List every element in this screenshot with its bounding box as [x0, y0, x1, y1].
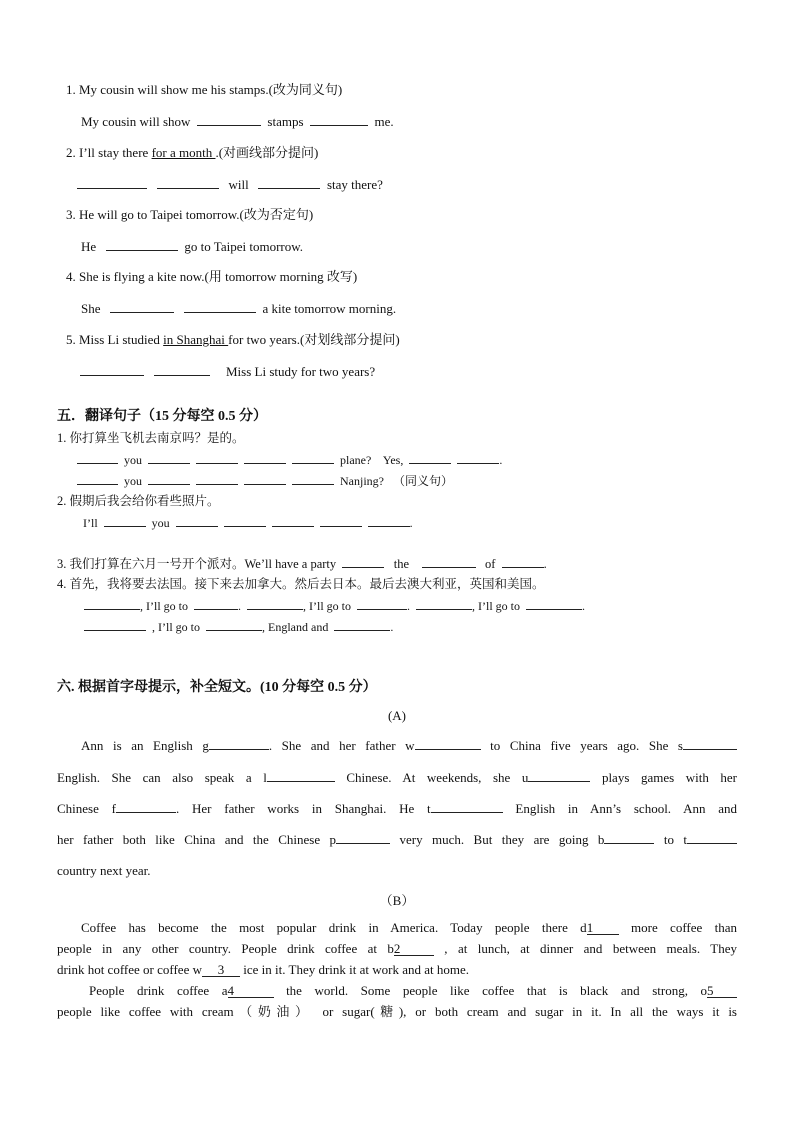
- passage-text: . Her father works in Shanghai. He t: [175, 801, 431, 816]
- answer-blank[interactable]: [267, 769, 335, 782]
- passage-b-line-4: [57, 982, 737, 999]
- passage-b-line-3: [57, 961, 469, 978]
- answer-blank[interactable]: [84, 597, 140, 610]
- word-you: you: [124, 474, 142, 488]
- word-the: the: [393, 557, 410, 571]
- numbered-blank[interactable]: 5: [707, 984, 737, 998]
- passage-b-label: （B）: [379, 893, 415, 908]
- passage-text: very much. But they are going b: [399, 832, 605, 847]
- q3-answer: [81, 238, 303, 255]
- answer-blank[interactable]: [247, 597, 303, 610]
- answer-blank[interactable]: [310, 113, 368, 126]
- answer-blank[interactable]: [244, 451, 286, 464]
- q5-answer-end: Miss Li study for two years?: [226, 364, 376, 379]
- answer-blank[interactable]: [84, 618, 146, 631]
- q5-note: (对划线部分提问): [300, 332, 400, 347]
- q4-answer-end: a kite tomorrow morning.: [262, 301, 397, 316]
- answer-blank[interactable]: [196, 472, 238, 485]
- q5-answer: [80, 363, 375, 380]
- passage-text: Coffee has become the most popular drink in America. Today people there d: [81, 920, 587, 935]
- q1-note: (改为同义句): [268, 82, 343, 97]
- answer-blank[interactable]: [194, 597, 238, 610]
- passage-a-label: (A): [387, 708, 407, 723]
- s1-chinese: 1. 你打算坐飞机去南京吗？是的。: [57, 431, 245, 445]
- answer-blank[interactable]: [77, 451, 118, 464]
- answer-blank[interactable]: [431, 800, 503, 813]
- q5-line: [66, 331, 400, 348]
- answer-blank[interactable]: [368, 514, 410, 527]
- passage-a-line-4: [57, 831, 737, 848]
- s4-answer-2: , I’ll go to , England and .: [84, 618, 393, 636]
- section-6-title: 六. 根据首字母提示，补全短文。(10 分每空 0.5 分）: [57, 680, 377, 695]
- numbered-blank[interactable]: 1: [587, 921, 619, 935]
- answer-blank[interactable]: [502, 555, 544, 568]
- phrase-ill-go-to: , I’ll go to: [472, 599, 520, 613]
- passage-text: more coffee than: [618, 920, 737, 935]
- q4-answer-prefix: She: [81, 301, 101, 316]
- q1-answer-mid: stamps: [267, 114, 304, 129]
- answer-blank[interactable]: [422, 555, 476, 568]
- q2-line: [66, 144, 318, 161]
- q5-number: 5.: [66, 332, 76, 347]
- answer-blank[interactable]: [342, 555, 384, 568]
- numbered-blank[interactable]: 4: [228, 984, 274, 998]
- q2-text: I’ll stay there: [79, 145, 152, 160]
- answer-blank[interactable]: [206, 618, 262, 631]
- passage-text: her father both like China and the Chinese p: [57, 832, 337, 847]
- passage-text: Ann is an English g: [81, 738, 209, 753]
- q3-answer-prefix: He: [81, 239, 97, 254]
- passage-text: people like coffee with cream（奶油） or sugar(糖), or both cream and sugar in it. In all the ways it is: [57, 1004, 737, 1019]
- passage-text: drink hot coffee or coffee w: [57, 962, 202, 977]
- answer-blank[interactable]: [148, 451, 190, 464]
- word-plane: plane?: [340, 453, 372, 467]
- answer-blank[interactable]: [196, 451, 238, 464]
- answer-blank[interactable]: [148, 472, 190, 485]
- q1-number: 1.: [66, 82, 76, 97]
- q1-answer-prefix: My cousin will show: [81, 114, 191, 129]
- passage-text: the world. Some people like coffee that is black and strong, o: [273, 983, 708, 998]
- passage-text: . She and her father w: [268, 738, 415, 753]
- answer-blank[interactable]: [292, 451, 334, 464]
- answer-blank[interactable]: [357, 597, 407, 610]
- q2-note: (对画线部分提问): [218, 145, 319, 160]
- q1-text: My cousin will show me his stamps.: [79, 82, 269, 97]
- passage-text: English. She can also speak a l: [57, 770, 267, 785]
- numbered-blank[interactable]: 3: [202, 963, 240, 977]
- answer-blank[interactable]: [526, 597, 582, 610]
- word-you: you: [151, 516, 170, 530]
- phrase-ill-go-to: , I’ll go to: [303, 599, 351, 613]
- answer-blank[interactable]: [209, 737, 269, 750]
- phrase-ill-go-to: , I’ll go to: [152, 620, 200, 634]
- q2-answer-will: will: [228, 177, 249, 192]
- answer-blank[interactable]: [320, 514, 362, 527]
- word-of: of: [484, 557, 496, 571]
- q2-answer-end: stay there?: [326, 177, 383, 192]
- passage-text: , at lunch, at dinner and between meals. They: [433, 941, 737, 956]
- q4-answer: [81, 300, 396, 317]
- answer-blank[interactable]: [336, 831, 390, 844]
- passage-text: English in Ann’s school. Ann and: [515, 801, 738, 816]
- q3-number: 3.: [66, 207, 76, 222]
- q5-post: for two years.: [228, 332, 300, 347]
- word-you: you: [124, 453, 142, 467]
- passage-a-line-3: [57, 800, 737, 817]
- q2-answer: [77, 176, 383, 193]
- q3-text: He will go to Taipei tomorrow.: [79, 207, 240, 222]
- passage-text: to t: [663, 832, 688, 847]
- passage-text: ice in it. They drink it at work and at home.: [240, 962, 470, 977]
- passage-a-line-1: [57, 737, 737, 754]
- numbered-blank[interactable]: 2: [394, 942, 434, 956]
- q3-answer-end: go to Taipei tomorrow.: [184, 239, 304, 254]
- passage-b-line-2: [57, 940, 737, 957]
- phrase-ill-go-to: , I’ll go to: [140, 599, 188, 613]
- answer-blank[interactable]: [528, 769, 590, 782]
- q2-number: 2.: [66, 145, 76, 160]
- q3-note: (改为否定句): [239, 207, 314, 222]
- answer-blank[interactable]: [224, 514, 266, 527]
- answer-blank[interactable]: [77, 472, 118, 485]
- passage-text: to China five years ago. She s: [490, 738, 683, 753]
- answer-blank[interactable]: [104, 514, 146, 527]
- q1-answer-end: me.: [374, 114, 394, 129]
- q2-underlined: for a month: [151, 145, 216, 160]
- answer-blank[interactable]: [272, 514, 314, 527]
- q2-post: .: [215, 145, 219, 160]
- answer-blank[interactable]: [154, 363, 210, 376]
- answer-blank[interactable]: [184, 300, 256, 313]
- answer-blank[interactable]: [415, 737, 481, 750]
- passage-text: Chinese f: [57, 801, 116, 816]
- q4-note: (用 tomorrow morning 改写): [204, 269, 358, 284]
- passage-b-line-5: [57, 1003, 737, 1020]
- answer-blank[interactable]: [116, 800, 176, 813]
- q5-text: Miss Li studied: [79, 332, 164, 347]
- phrase-england-and: , England and: [262, 620, 329, 634]
- q1-answer: [81, 113, 394, 130]
- passage-b-line-1: [57, 919, 737, 936]
- answer-blank[interactable]: [258, 176, 320, 189]
- q4-number: 4.: [66, 269, 76, 284]
- answer-blank[interactable]: [244, 472, 286, 485]
- passage-text: People drink coffee a: [89, 983, 228, 998]
- answer-blank[interactable]: [687, 831, 737, 844]
- s1-answer-1: you plane? Yes, .: [77, 451, 502, 469]
- word-ill: I’ll: [83, 516, 98, 530]
- answer-blank[interactable]: [77, 176, 147, 189]
- answer-blank[interactable]: [110, 300, 174, 313]
- section-5-title: 五．翻译句子（15 分每空 0.5 分）: [57, 409, 267, 424]
- synonym-note: （同义句）: [393, 474, 454, 488]
- q4-line: [66, 268, 357, 285]
- s4-chinese: 4. 首先，我将要去法国。接下来去加拿大。然后去日本。最后去澳大利亚，英国和美国。: [57, 577, 545, 591]
- q4-text: She is flying a kite now.: [79, 269, 205, 284]
- answer-blank[interactable]: [604, 831, 654, 844]
- s2-answer: I’ll you .: [83, 516, 413, 530]
- answer-blank[interactable]: [409, 451, 451, 464]
- s1-answer-2: [77, 472, 453, 490]
- q1-line: [66, 81, 342, 98]
- answer-blank[interactable]: [197, 113, 261, 126]
- passage-text: people in any other country. People drink coffee at b: [57, 941, 394, 956]
- answer-blank[interactable]: [334, 618, 390, 631]
- passage-a-line-5: country next year.: [57, 863, 151, 878]
- answer-blank[interactable]: [157, 176, 219, 189]
- answer-blank[interactable]: [106, 238, 178, 251]
- s4-answer-1: , I’ll go to . , I’ll go to . , I’ll go to .: [84, 597, 585, 615]
- q5-underlined: in Shanghai: [163, 332, 229, 347]
- answer-blank[interactable]: [292, 472, 334, 485]
- answer-blank[interactable]: [457, 451, 499, 464]
- s2-chinese: 2. 假期后我会给你看些照片。: [57, 494, 220, 508]
- q3-line: [66, 206, 313, 223]
- s3-chinese: 3. 我们打算在六月一号开个派对。We’ll have a party: [57, 557, 337, 571]
- answer-blank[interactable]: [683, 737, 737, 750]
- word-nanjing: Nanjing?: [340, 474, 384, 488]
- answer-blank[interactable]: [176, 514, 218, 527]
- answer-blank[interactable]: [416, 597, 472, 610]
- passage-a-line-2: [57, 769, 737, 786]
- word-yes: Yes,: [382, 453, 404, 467]
- passage-text: Chinese. At weekends, she u: [346, 770, 529, 785]
- answer-blank[interactable]: [80, 363, 144, 376]
- passage-text: plays games with her: [601, 770, 737, 785]
- s3-line: 3. 我们打算在六月一号开个派对。We’ll have a party the of .: [57, 557, 547, 571]
